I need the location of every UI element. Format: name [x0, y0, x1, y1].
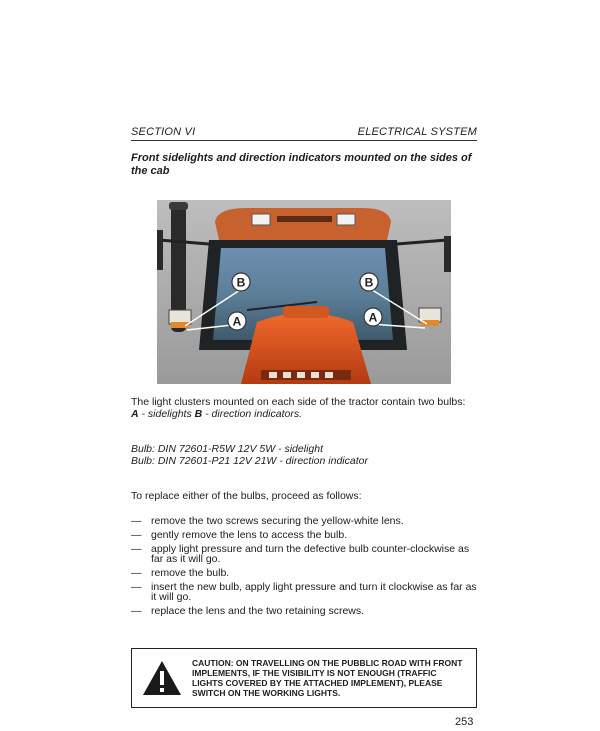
- section-title: Front sidelights and direction indicators mounted on the sides of the cab: [131, 152, 472, 177]
- bulb-spec-sidelight: Bulb: DIN 72601-R5W 12V 5W - sidelight: [131, 443, 323, 455]
- list-item: — apply light pressure and turn the defective bulb counter-clockwise as far as it will go.: [131, 543, 470, 565]
- dash-bullet: —: [131, 581, 142, 593]
- key-a: A: [131, 408, 139, 420]
- bulb-specs: [131, 443, 481, 467]
- chapter-label: ELECTRICAL SYSTEM: [357, 126, 477, 138]
- dash-bullet: —: [131, 567, 142, 579]
- caution-box: [131, 648, 477, 708]
- dash-bullet: —: [131, 605, 142, 617]
- dash-bullet: —: [131, 529, 142, 541]
- callout-a-left: A: [232, 314, 242, 329]
- list-item: — remove the two screws securing the yellow-white lens.: [131, 515, 404, 527]
- intro-paragraph: [131, 396, 481, 420]
- procedure-steps: [131, 516, 481, 620]
- page-number: 253: [455, 716, 474, 728]
- procedure-intro: To replace either of the bulbs, proceed as follows:: [131, 490, 362, 502]
- callout-a-right: A: [368, 310, 378, 325]
- list-item: — gently remove the lens to access the bulb.: [131, 529, 348, 541]
- callout-b-left: B: [236, 275, 246, 290]
- dash-bullet: —: [131, 543, 142, 555]
- bulb-spec-indicator: Bulb: DIN 72601-P21 12V 21W - direction indicator: [131, 455, 368, 467]
- intro-text: The light clusters mounted on each side of the tractor contain two bulbs:: [131, 396, 466, 408]
- list-item: — replace the lens and the two retaining screws.: [131, 605, 365, 617]
- tractor-cab-photo: [157, 200, 451, 384]
- list-item: — remove the bulb.: [131, 567, 230, 579]
- callout-b-right: B: [364, 275, 374, 290]
- dash-bullet: —: [131, 515, 142, 527]
- desc-a: - sidelights: [138, 408, 195, 420]
- desc-b: - direction indicators.: [202, 408, 303, 420]
- caution-text: CAUTION: ON TRAVELLING ON THE PUBBLIC ROAD WITH FRONT IMPLEMENTS, IF THE VISIBILITY IS NOT ENOUGH (TRAFFIC LIGHTS COVERED BY THE ATTACHED IMPLEMENT), PLEASE SWITCH ON THE WORKING LIGHTS.: [192, 658, 463, 698]
- warning-triangle-icon: [132, 660, 192, 696]
- key-b: B: [194, 408, 203, 420]
- page-header: [131, 126, 477, 141]
- section-label: SECTION VI: [131, 126, 196, 138]
- list-item: — insert the new bulb, apply light pressure and turn it clockwise as far as it will go.: [131, 581, 477, 603]
